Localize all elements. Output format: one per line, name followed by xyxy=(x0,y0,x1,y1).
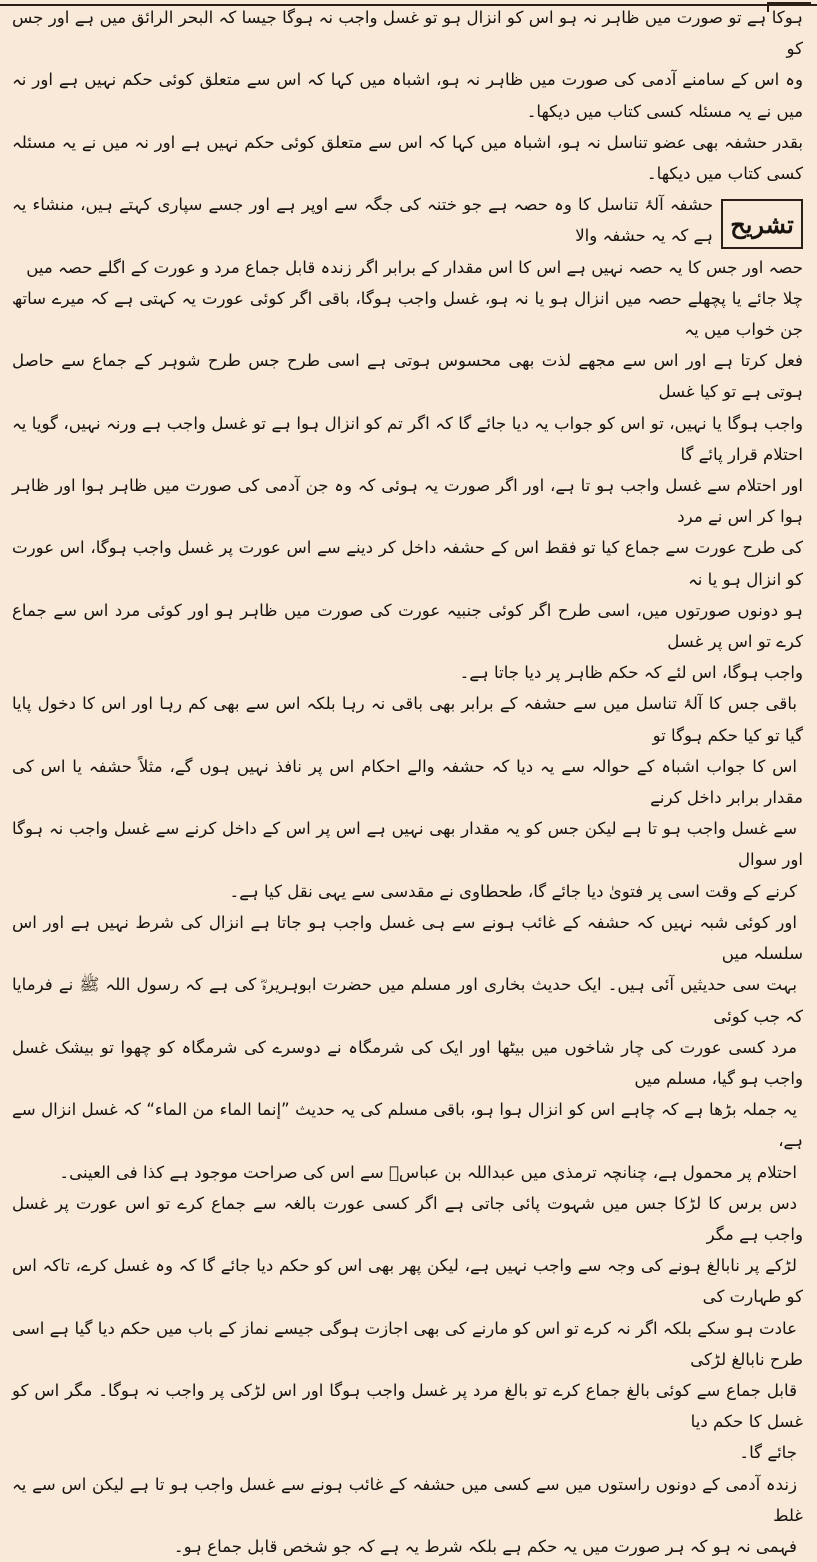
text-line: قابل جماع سے کوئی بالغ جماع کرے تو بالغ مرد پر غسل واجب ہوگا اور اس لڑکی پر واجب نہ ہوگا۔ مگر اس کو غسل کا حکم دیا xyxy=(12,1380,803,1432)
text-line: اور احتلام سے غسل واجب ہو تا ہے، اور اگر صورت یہ ہوئی کہ وہ جن آدمی کی صورت میں ظاہر ہوا اور ظاہر ہوا کر اس نے مرد xyxy=(12,476,803,527)
text-line: جائے گا۔ xyxy=(739,1443,797,1463)
text-line: حصہ اور جس کا یہ حصہ نہیں ہے اس کا اس مقدار کے برابر اگر زندہ قابل جماع مرد و عورت کے اگلے حصہ میں xyxy=(26,257,803,277)
paragraph-3 xyxy=(12,688,803,906)
sharh-label-box: تشریح xyxy=(721,199,803,249)
text-line: عادت ہو سکے بلکہ اگر نہ کرے تو اس کو مارنے کی بھی اجازت ہوگی جیسے نماز کے باب میں حکم دیا گیا ہے اسی طرح نابالغ لڑکی xyxy=(12,1318,803,1369)
text-line: زندہ آدمی کے دونوں راستوں میں سے کسی میں حشفہ کے غائب ہونے سے غسل واجب ہو تا ہے لیکن اس سے یہ غلط xyxy=(12,1474,803,1525)
text-line: فعل کرتا ہے اور اس سے مجھے لذت بھی محسوس ہوتی ہے اسی طرح جس طرح شوہر کے جماع سے حاصل ہوتی ہے تو کیا غسل xyxy=(12,351,803,402)
document-page xyxy=(0,2,817,1556)
sharh-section xyxy=(12,189,803,688)
urdu-text-body xyxy=(12,2,803,1562)
text-line: لڑکے پر نابالغ ہونے کی وجہ سے واجب نہیں ہے، لیکن پھر بھی اس کو حکم دیا جائے گا کہ وہ غسل کرے، تاکہ اس کو طہارت کی xyxy=(12,1256,803,1307)
text-line: یہ جملہ بڑھا ہے کہ چاہے اس کو انزال ہوا ہو، باقی مسلم کی یہ حدیث ”إنما الماء من الماء“ کہ غسل انزال سے ہے، xyxy=(12,1100,803,1151)
text-line: واجب ہوگا یا نہیں، تو اس کو جواب یہ دیا جائے گا کہ اگر تم کو انزال ہوا ہے تو غسل واجب ہے ورنہ نہیں، گویا یہ احتلام قرار پائے گا xyxy=(12,413,803,464)
text-line: باقی جس کا آلۂ تناسل میں سے حشفہ کے برابر بھی باقی نہ رہا بلکہ اس سے بھی کم رہا اور اس کا دخول پایا گیا تو کیا حکم ہوگا تو xyxy=(12,694,803,745)
top-rule xyxy=(0,4,817,6)
paragraph-6 xyxy=(12,1469,803,1562)
paragraph-5 xyxy=(12,1188,803,1469)
paragraph-4 xyxy=(12,907,803,1188)
text-line: کی طرح عورت سے جماع کیا تو فقط اس کے حشفہ داخل کر دینے سے اس عورت پر غسل واجب ہوگا، اس عورت کو انزال ہو یا نہ xyxy=(12,538,803,589)
paragraph-1 xyxy=(12,2,803,189)
text-line: کرنے کے وقت اسی پر فتویٰ دیا جائے گا، طحطاوی نے مقدسی سے یہی نقل کیا ہے۔ xyxy=(229,881,797,901)
text-line: فہمی نہ ہو کہ ہر صورت میں یہ حکم ہے بلکہ شرط یہ ہے کہ جو شخص قابل جماع ہو۔ xyxy=(173,1536,797,1556)
text-line: احتلام پر محمول ہے، چنانچہ ترمذی میں عبداللہ بن عباسؓ سے اس کی صراحت موجود ہے کذا فی العینی۔ xyxy=(59,1162,797,1182)
text-line: وہ اس کے سامنے آدمی کی صورت میں ظاہر نہ ہو، اشباہ میں کہا کہ اس سے متعلق کوئی حکم نہیں ہے اور نہ میں نے یہ مسئلہ کسی کتاب میں دیکھا۔ xyxy=(12,70,803,121)
text-line: سے غسل واجب ہو تا ہے لیکن جس کو یہ مقدار بھی نہیں ہے اس پر اس کے داخل کرنے سے غسل واجب نہ ہوگا اور سوال xyxy=(12,819,803,870)
text-line: چلا جائے یا پچھلے حصہ میں انزال ہو یا نہ ہو، غسل واجب ہوگا، باقی اگر کوئی عورت یہ کہتی ہے کہ میرے ساتھ جن خواب میں یہ xyxy=(12,288,803,340)
paragraph-2 xyxy=(12,189,803,688)
text-line: بقدر حشفہ بھی عضو تناسل نہ ہو، اشباہ میں کہا کہ اس سے متعلق کوئی حکم نہیں ہے اور نہ میں نے یہ مسئلہ کسی کتاب میں دیکھا۔ xyxy=(12,132,803,184)
text-line: دس برس کا لڑکا جس میں شہوت پائی جاتی ہے اگر کسی عورت بالغہ سے جماع کرے تو اس عورت پر غسل واجب ہے مگر xyxy=(12,1193,803,1244)
text-line: ہوکا ہے تو صورت میں ظاہر نہ ہو اس کو انزال ہو تو غسل واجب نہ ہوگا جیسا کہ البحر الرائق میں ہے اور جس کو xyxy=(12,8,803,59)
text-line: بہت سی حدیثیں آئی ہیں۔ ایک حدیث بخاری اور مسلم میں حضرت ابوہریرہؓ کی ہے کہ رسول اللہ ﷺ نے فرمایا کہ جب کوئی xyxy=(12,975,803,1026)
text-line: ہو دونوں صورتوں میں، اسی طرح اگر کوئی جنبیہ عورت کی صورت میں ظاہر ہو اور کوئی مرد اس سے جماع کرے تو اس پر غسل xyxy=(12,600,803,652)
text-line: اور کوئی شبہ نہیں کہ حشفہ کے غائب ہونے سے ہی غسل واجب ہو جاتا ہے انزال کی شرط نہیں ہے اور اس سلسلہ میں xyxy=(12,912,803,964)
text-line: واجب ہوگا، اس لئے کہ حکم ظاہر پر دیا جاتا ہے۔ xyxy=(459,663,803,683)
text-line: حشفہ آلۂ تناسل کا وہ حصہ ہے جو ختنہ کی جگہ سے اوپر ہے اور جسے سپاری کہتے ہیں، منشاء یہ ہے کہ یہ حشفہ والا xyxy=(12,195,713,246)
text-line: مرد کسی عورت کی چار شاخوں میں بیٹھا اور ایک کی شرمگاہ نے دوسرے کی شرمگاہ کو چھوا تو بیشک غسل واجب ہو گیا، مسلم میں xyxy=(12,1037,803,1088)
text-line: اس کا جواب اشباہ کے حوالہ سے یہ دیا کہ حشفہ والے احکام اس پر نافذ نہیں ہوں گے، مثلاً حشفہ یا اس کی مقدار برابر داخل کرنے xyxy=(12,756,803,808)
header-corner-mark xyxy=(767,2,811,12)
